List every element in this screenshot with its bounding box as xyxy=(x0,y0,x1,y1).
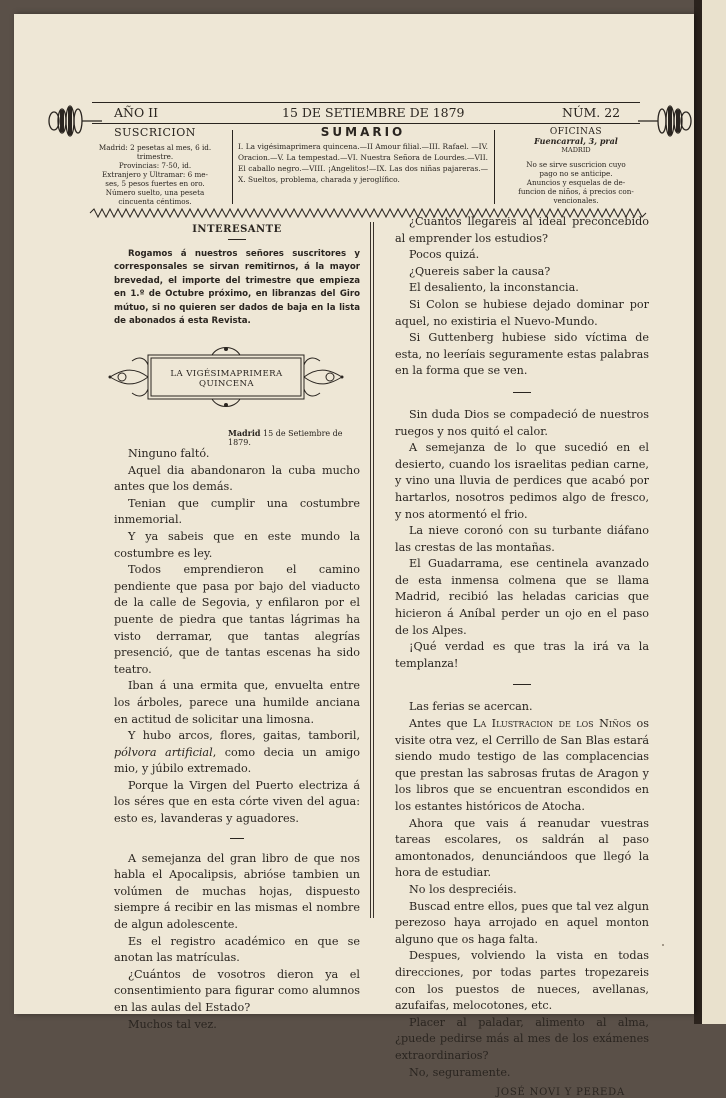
paragraph: Y ya sabeis que en este mundo la costumbre es ley. xyxy=(114,529,360,560)
paragraph: Sin duda Dios se compadeció de nuestros ruegos y nos quitó el calor. xyxy=(395,407,649,438)
sumario-title: SUMARIO xyxy=(320,125,406,139)
dateline xyxy=(228,428,360,447)
newspaper-page xyxy=(14,14,694,1098)
paragraph: ¡Qué verdad es que tras la irá va la templanza! xyxy=(395,640,649,670)
left-column xyxy=(114,224,360,1031)
oficinas-address: Fuencarral, 3, pral xyxy=(534,136,618,146)
text-run: os visite otra vez, el Cerrillo de San Blas estará siendo mudo testigo de las complacencias que prestan las sabrosas frutas de Aragon y los libros que se encuentran escondidos en los estantes históricos de Atocha. xyxy=(395,717,649,813)
dateline-date: 15 de Setiembre de 1879. xyxy=(228,429,343,447)
paragraph: A semejanza de lo que sucedió en el desierto, cuando los israelitas pedian carne, y vino una lluvia de perdices que acabó por hartarlos, nosotros pedimos algo de fresco, y nos atormentó el frio. xyxy=(395,441,649,521)
divider xyxy=(494,130,495,204)
paragraph xyxy=(395,716,649,816)
paper-speck xyxy=(662,944,664,946)
paragraph: Todos emprendieron el camino pendiente que pasa por bajo del viaducto de la calle de Segovia, y enfilaron por el puente de piedra que tantas lágrimas ha visto derramar, que tantas alegrías presenció, que de tantas escenas ha sido teatro. xyxy=(114,563,360,676)
masthead xyxy=(14,88,694,218)
paragraph: Buscad entre ellos, pues que tal vez algun perezoso haya arrojado en aquel monton alguno que os haga falta. xyxy=(395,899,649,946)
sumario-text: I. La vigésimaprimera quincena.—II Amour filial.—III. Rafael. —IV. Oracion.—V. La tempestad.—VI. Nuestra Señora de Lourdes.—VII. El caballo negro.—VIII. ¡Angelitos!—IX. Las dos niñas pajareras.—X. Sueltos, problema, charada y jeroglífico. xyxy=(238,142,488,184)
paragraph: A semejanza del gran libro de que nos habla el Apocalipsis, abrióse tambien un volúmen de muchas hojas, dispuesto siempre á recibir en las mismas el nombre de algun adolescente. xyxy=(114,851,360,932)
paragraph: Aquel dia abandonaron la cuba mucho antes que los demás. xyxy=(114,463,360,494)
paragraph: ¿Cuántos de vosotros dieron ya el consentimiento para figurar como alumnos en las aulas del Estado? xyxy=(114,967,360,1014)
paragraph: Ahora que vais á reanudar vuestras tareas escolares, os saldrán al paso amontonados, denunciándoos que llegó la hora de estudiar. xyxy=(395,816,649,880)
oficinas-line: Anuncios y esquelas de de- xyxy=(526,178,626,187)
suscricion-title: SUSCRICION xyxy=(114,126,196,139)
text-run: Antes que xyxy=(409,717,474,731)
subhead xyxy=(84,125,652,208)
oficinas-line: No se sirve suscricion cuyo xyxy=(526,160,626,169)
oficinas-city: MADRID xyxy=(561,146,591,154)
paragraph: No los despreciéis. xyxy=(409,882,517,896)
paragraph: Porque la Virgen del Puerto electriza á los séres que en esta córte viven del agua: esto es, lavanderas y aguadores. xyxy=(114,778,360,826)
paragraph: Muchos tal vez. xyxy=(128,1017,217,1031)
paragraph: Si Colon se hubiese dejado dominar por aquel, no existiria el Nuevo-Mundo. xyxy=(395,297,649,328)
paragraph: Si Guttenberg hubiese sido víctima de esta, no leeríais seguramente estas palabras en la forma que se ven. xyxy=(395,331,649,378)
suscricion-line: Extranjero y Ultramar: 6 me- xyxy=(102,170,208,179)
paragraph: La nieve coronó con su turbante diáfano las crestas de las montañas. xyxy=(395,524,649,554)
suscricion-line: Provincias: 7·50, id. xyxy=(118,161,192,170)
suscricion-line: Número suelto, una peseta xyxy=(105,188,205,197)
column-rule xyxy=(370,222,371,918)
adjacent-page-edge xyxy=(694,0,726,1024)
oficinas-line: funcion de niños, á precios con- xyxy=(518,187,634,196)
text-run: Y hubo arcos, flores, gaitas, tamboril, xyxy=(128,729,360,743)
section-title: LA VIGÉSIMAPRIMERA QUINCENA xyxy=(170,369,283,389)
paragraph: Despues, volviendo la vista en todas direcciones, por todas partes tropezareis con los puestos de nueces, avellanas, azufaifas, melocotones, etc. xyxy=(395,949,649,1013)
italic-run: pólvora artificial xyxy=(114,745,213,759)
paragraph: Tenian que cumplir una costumbre inmemorial. xyxy=(114,496,360,527)
paragraph: El Guadarrama, ese centinela avanzado de esta inmensa colmena que se llama Madrid, recibió las heladas caricias que hicieron á Aníbal perder un ojo en el paso de los Alpes. xyxy=(395,557,649,637)
paragraph: Es el registro académico en que se anotan las matrículas. xyxy=(114,934,360,965)
publication-name: La Ilustracion de los Niños xyxy=(473,717,632,731)
oficinas-title: OFICINAS xyxy=(549,127,603,137)
paragraph: Iban á una ermita que, envuelta entre los árboles, parece una humilde anciana en actitud de solicitar una limosna. xyxy=(114,679,360,726)
section-break xyxy=(513,392,531,393)
author-signature: JOSÉ NOVI Y PEREDA xyxy=(496,1087,625,1098)
text-run: , como decia un amigo mio, y júbilo extremado. xyxy=(114,745,360,776)
oficinas-box xyxy=(502,128,650,205)
paragraph: Las ferias se acercan. xyxy=(409,700,533,714)
issue-number: NÚM. 22 xyxy=(562,105,621,120)
oficinas-line: vencionales. xyxy=(553,196,599,205)
suscricion-line: cincuenta céntimos. xyxy=(118,197,192,206)
subscriber-notice: Rogamos á nuestros señores suscritores y corresponsales se sirvan remitirnos, á la mayor brevedad, el importe del trimestre que empieza en 1.º de Octubre próximo, en libranzas del Giro mútuo, si no quieren ser dados de baja en la lista de abonados á esta Revista. xyxy=(114,249,360,327)
headline-bar xyxy=(92,102,640,124)
paragraph: El desaliento, la inconstancia. xyxy=(409,281,579,295)
interesante-heading: INTERESANTE xyxy=(192,224,282,235)
paragraph xyxy=(114,728,360,778)
paragraph: ¿Quereis saber la causa? xyxy=(409,264,551,278)
column-rule xyxy=(373,222,374,918)
divider xyxy=(232,130,233,204)
divider xyxy=(228,239,246,240)
paragraph: Placer al paladar, alimento al alma, ¿puede pedirse más al mes de los exámenes extraordinarios? xyxy=(395,1015,649,1062)
paragraph: Pocos quizá. xyxy=(409,248,480,262)
suscricion-line: ses, 5 pesos fuertes en oro. xyxy=(105,179,205,188)
dateline-city: Madrid xyxy=(228,428,261,438)
oficinas-line: pago no se anticipe. xyxy=(539,169,613,178)
paragraph: No, seguramente. xyxy=(409,1065,511,1079)
paragraph: Ninguno faltó. xyxy=(128,447,210,460)
section-title-cartouche xyxy=(102,341,374,417)
suscricion-line: Madrid: 2 pesetas al mes, 6 id. xyxy=(98,143,212,152)
suscricion-box xyxy=(84,128,226,206)
section-break xyxy=(513,684,531,685)
issue-year: AÑO II xyxy=(114,105,159,120)
paragraph: ¿Cuántos llegareis al ideal preconcebido al emprender los estudios? xyxy=(395,215,649,245)
sumario-box xyxy=(238,125,488,185)
left-article-body xyxy=(114,446,360,1033)
issue-date: 15 DE SETIEMBRE DE 1879 xyxy=(282,105,465,120)
suscricion-line: trimestre. xyxy=(136,152,174,161)
right-column xyxy=(395,214,649,1098)
section-break xyxy=(230,838,244,839)
